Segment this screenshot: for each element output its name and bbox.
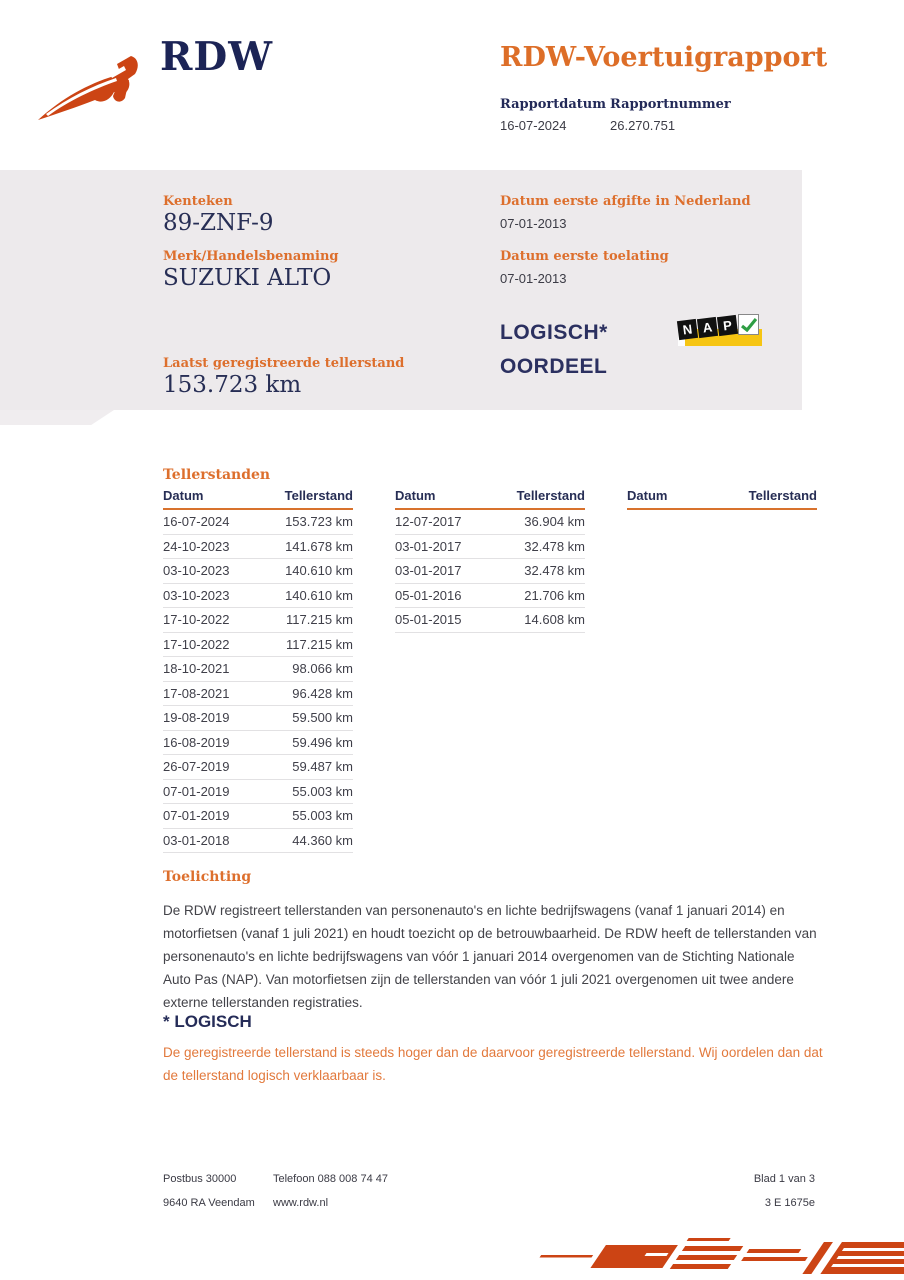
table-row (163, 706, 353, 731)
table-row (163, 682, 353, 707)
row-datum: 03-01-2018 (163, 832, 230, 848)
table-row (163, 510, 353, 535)
row-datum: 07-01-2019 (163, 808, 230, 824)
nap-letter-n: N (677, 319, 698, 340)
row-datum: 05-01-2016 (395, 587, 462, 603)
row-tellerstand: 32.478 km (524, 538, 585, 554)
row-datum: 03-01-2017 (395, 563, 462, 579)
rdw-wing-logo-icon (34, 46, 156, 126)
footer-telefoon: Telefoon 088 008 74 47 (273, 1173, 388, 1185)
footer-doc-code: 3 E 1675e (764, 1197, 815, 1209)
table-row (163, 657, 353, 682)
footer-website-link[interactable]: www.rdw.nl (273, 1197, 329, 1209)
row-tellerstand: 117.215 km (286, 636, 353, 652)
row-datum: 03-10-2023 (163, 563, 230, 579)
header-datum: Datum (627, 488, 668, 503)
oordeel-line2: OORDEEL (500, 355, 608, 378)
row-datum: 19-08-2019 (163, 710, 230, 726)
afgifte-label: Datum eerste afgifte in Nederland (500, 194, 751, 209)
row-datum: 17-08-2021 (163, 685, 230, 701)
table-row (395, 559, 585, 584)
header-tellerstand: Tellerstand (516, 488, 585, 503)
row-datum: 16-07-2024 (163, 514, 230, 530)
row-datum: 07-01-2019 (163, 783, 230, 799)
footer-page-number: Blad 1 van 3 (753, 1173, 815, 1185)
table-header-row (163, 488, 353, 510)
footer-postbus: Postbus 30000 (163, 1173, 237, 1185)
row-tellerstand: 55.003 km (292, 808, 353, 824)
toelichting-text: De RDW registreert tellerstanden van personenauto's en lichte bedrijfswagens (vanaf 1 januari 2014) en motorfietsen (vanaf 1 juli 2021) en houdt toezicht op de betrouwbaarheid. De RDW heeft de tellerstanden van personenauto's en lichte bedrijfswagens van vóór 1 januari 2014 overgenomen van de Stichting Nationale Auto Pas (NAP). Van motorfietsen zijn de tellerstanden van vóór 1 juli 2021 overgenomen uit twee andere externe tellerstanden registraties. (163, 903, 817, 1010)
table-row (163, 633, 353, 658)
tellerstanden-table (163, 488, 817, 853)
laatste-tellerstand-value: 153.723 km (163, 372, 302, 398)
nap-letter-a: A (697, 317, 718, 338)
row-tellerstand: 140.610 km (285, 587, 353, 603)
report-date-value: 16-07-2024 (500, 118, 567, 133)
footer-plaats: 9640 RA Veendam (163, 1197, 255, 1209)
table-row (163, 755, 353, 780)
table-row (395, 510, 585, 535)
table-row (163, 804, 353, 829)
table-row (163, 535, 353, 560)
row-tellerstand: 14.608 km (524, 612, 585, 628)
merk-label: Merk/Handelsbenaming (163, 249, 339, 264)
logisch-text: De geregistreerde tellerstand is steeds hoger dan de daarvoor geregistreerde tellerstand. Wij oordelen dan dat de tellerstand logisch verklaarbaar is. (163, 1045, 823, 1083)
header-tellerstand: Tellerstand (284, 488, 353, 503)
table-header-row (627, 488, 817, 510)
row-datum: 12-07-2017 (395, 514, 462, 530)
panel-tail-decoration (0, 410, 114, 425)
header-datum: Datum (395, 488, 436, 503)
row-tellerstand: 21.706 km (524, 587, 585, 603)
row-datum: 03-10-2023 (163, 587, 230, 603)
header-tellerstand: Tellerstand (748, 488, 817, 503)
row-tellerstand: 140.610 km (285, 563, 353, 579)
row-tellerstand: 59.496 km (292, 734, 353, 750)
brand-wordmark: RDW (160, 34, 274, 80)
kenteken-label: Kenteken (163, 194, 233, 209)
table-row (163, 559, 353, 584)
row-tellerstand: 117.215 km (286, 612, 353, 628)
row-tellerstand: 59.500 km (292, 710, 353, 726)
row-datum: 17-10-2022 (163, 612, 230, 628)
nap-letter-p: P (717, 315, 738, 336)
table-row (395, 608, 585, 633)
row-tellerstand: 96.428 km (292, 685, 353, 701)
table-row (163, 780, 353, 805)
page-title: RDW-Voertuigrapport (500, 42, 828, 73)
row-datum: 26-07-2019 (163, 759, 230, 775)
report-number-value: 26.270.751 (610, 118, 676, 133)
table-row (395, 535, 585, 560)
row-datum: 05-01-2015 (395, 612, 462, 628)
nap-checkmark-icon (738, 314, 759, 335)
table-heading: Tellerstanden (163, 467, 271, 483)
oordeel-line1: LOGISCH* (500, 321, 608, 344)
row-tellerstand: 98.066 km (292, 661, 353, 677)
row-datum: 03-01-2017 (395, 538, 462, 554)
row-datum: 24-10-2023 (163, 538, 230, 554)
table-row (163, 829, 353, 854)
table-group-1 (163, 488, 353, 853)
logisch-heading: * LOGISCH (163, 1012, 252, 1031)
table-row (163, 584, 353, 609)
table-group-2 (395, 488, 585, 853)
row-datum: 17-10-2022 (163, 636, 230, 652)
header-datum: Datum (163, 488, 204, 503)
table-row (163, 731, 353, 756)
kenteken-value: 89-ZNF-9 (163, 210, 274, 236)
report-date-label: Rapportdatum (500, 97, 606, 112)
row-datum: 16-08-2019 (163, 734, 230, 750)
table-row (395, 584, 585, 609)
table-row (163, 608, 353, 633)
row-tellerstand: 141.678 km (285, 538, 353, 554)
toelichting-heading: Toelichting (163, 869, 252, 885)
row-tellerstand: 153.723 km (285, 514, 353, 530)
row-datum: 18-10-2021 (163, 661, 230, 677)
merk-value: SUZUKI ALTO (163, 265, 332, 291)
toelating-label: Datum eerste toelating (500, 249, 669, 264)
oordeel-status (500, 316, 608, 384)
table-header-row (395, 488, 585, 510)
row-tellerstand: 44.360 km (292, 832, 353, 848)
rdw-speed-stripes-decoration (512, 1236, 904, 1280)
laatste-tellerstand-label: Laatst geregistreerde tellerstand (163, 356, 405, 371)
table-group-3 (627, 488, 817, 853)
row-tellerstand: 32.478 km (524, 563, 585, 579)
report-number-label: Rapportnummer (610, 97, 731, 112)
nap-logo (676, 313, 764, 355)
afgifte-value: 07-01-2013 (500, 216, 567, 231)
row-tellerstand: 59.487 km (292, 759, 353, 775)
row-tellerstand: 55.003 km (292, 783, 353, 799)
row-tellerstand: 36.904 km (524, 514, 585, 530)
toelating-value: 07-01-2013 (500, 271, 567, 286)
